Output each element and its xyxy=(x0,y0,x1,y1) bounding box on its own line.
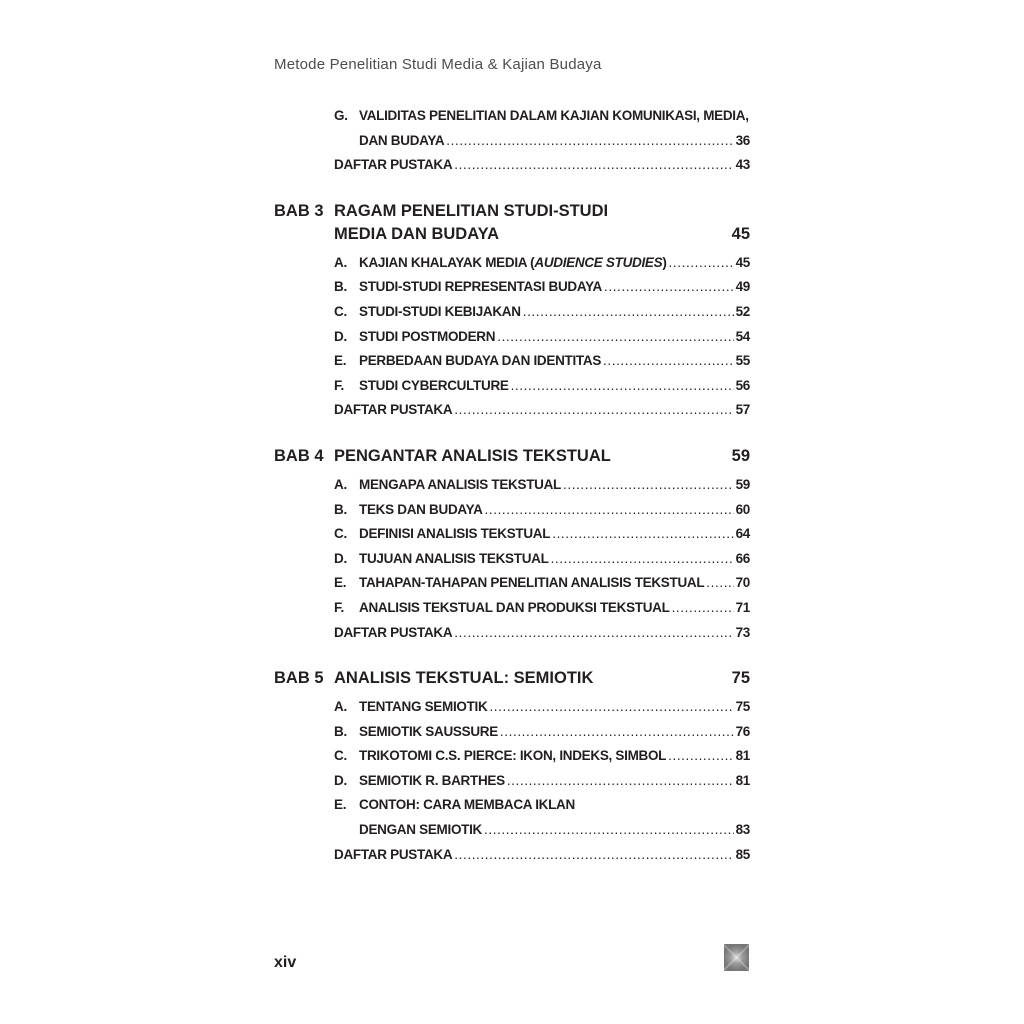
toc-entry[interactable] xyxy=(334,325,750,350)
entry-letter: E. xyxy=(334,575,347,591)
chapter-heading[interactable] xyxy=(274,667,750,690)
chapter-title: RAGAM PENELITIAN STUDI-STUDI xyxy=(334,201,609,220)
dot-leader xyxy=(552,522,733,547)
chapter-number: BAB 5 xyxy=(274,669,324,688)
toc-entry-g-line1[interactable] xyxy=(334,104,750,129)
entry-letter: B. xyxy=(334,501,347,517)
chapter-number: BAB 3 xyxy=(274,201,324,220)
entry-title: DAFTAR PUSTAKA xyxy=(334,624,453,640)
dot-leader xyxy=(454,398,733,423)
toc-entry-daftar-pustaka[interactable] xyxy=(334,398,750,423)
chapter-bab-3 xyxy=(274,200,750,423)
entry-title: TENTANG SEMIOTIK xyxy=(359,699,488,715)
entry-letter: G. xyxy=(334,108,348,123)
entry-page: 54 xyxy=(735,328,750,344)
dot-leader xyxy=(485,498,734,523)
entry-page: 56 xyxy=(735,377,750,393)
entry-title: DENGAN SEMIOTIK xyxy=(359,822,483,838)
entry-title: TEKS DAN BUDAYA xyxy=(359,501,483,517)
entry-page: 75 xyxy=(735,699,750,715)
entry-letter: B. xyxy=(334,723,347,739)
entry-letter: E. xyxy=(334,797,347,813)
toc-entry-daftar-pustaka[interactable] xyxy=(334,843,750,868)
chapter-heading[interactable] xyxy=(274,200,750,223)
dot-leader xyxy=(706,571,733,596)
entry-title: SEMIOTIK R. BARTHES xyxy=(359,772,505,788)
entry-title: STUDI POSTMODERN xyxy=(359,328,496,344)
dot-leader xyxy=(497,325,733,350)
toc-entry[interactable] xyxy=(334,720,750,745)
dot-leader xyxy=(507,769,734,794)
entry-title: DAN BUDAYA xyxy=(359,132,445,148)
entry-title: DEFINISI ANALISIS TEKSTUAL xyxy=(359,526,551,542)
chapter-title: MEDIA DAN BUDAYA xyxy=(334,224,500,243)
entry-letter: E. xyxy=(334,353,347,369)
toc-entry-e-line1[interactable] xyxy=(334,793,750,818)
entry-title: MENGAPA ANALISIS TEKSTUAL xyxy=(359,476,562,492)
entry-page: 64 xyxy=(735,526,750,542)
dot-leader xyxy=(604,275,734,300)
toc-entry[interactable] xyxy=(334,300,750,325)
chapter-bab-5 xyxy=(274,667,750,867)
toc-entry[interactable] xyxy=(334,498,750,523)
toc-entry[interactable] xyxy=(334,275,750,300)
toc-entry-daftar-pustaka[interactable] xyxy=(334,621,750,646)
toc-entry[interactable] xyxy=(334,374,750,399)
chapter-title: ANALISIS TEKSTUAL: SEMIOTIK xyxy=(334,669,594,688)
entry-title: TRIKOTOMI C.S. PIERCE: IKON, INDEKS, SIMBOL xyxy=(359,748,667,764)
toc-entry[interactable] xyxy=(334,349,750,374)
dot-leader xyxy=(669,251,734,276)
toc-entry[interactable] xyxy=(334,695,750,720)
entry-letter: D. xyxy=(334,550,347,566)
entry-letter: D. xyxy=(334,772,347,788)
dot-leader xyxy=(484,818,734,843)
page-number: xiv xyxy=(274,954,297,971)
entry-title: TAHAPAN-TAHAPAN PENELITIAN ANALISIS TEKSTUAL xyxy=(359,575,705,591)
entry-page: 59 xyxy=(735,476,750,492)
chapter-heading-line2[interactable] xyxy=(274,223,750,246)
entry-title: SEMIOTIK SAUSSURE xyxy=(359,723,498,739)
toc-entry[interactable] xyxy=(334,596,750,621)
toc-entry-g-line2[interactable] xyxy=(334,129,750,154)
entry-page: 81 xyxy=(735,748,750,764)
entry-page: 55 xyxy=(735,353,750,369)
entry-title: DAFTAR PUSTAKA xyxy=(334,402,453,418)
chapter-page: 59 xyxy=(731,446,750,465)
entry-title: DAFTAR PUSTAKA xyxy=(334,157,453,173)
dot-leader xyxy=(454,621,733,646)
running-head: Metode Penelitian Studi Media & Kajian Budaya xyxy=(274,56,602,73)
entry-page: 81 xyxy=(735,772,750,788)
entry-page: 85 xyxy=(735,846,750,862)
entry-title: DAFTAR PUSTAKA xyxy=(334,846,453,862)
entry-page: 66 xyxy=(735,550,750,566)
dot-leader xyxy=(454,843,733,868)
entry-letter: B. xyxy=(334,279,347,295)
entry-title: TUJUAN ANALISIS TEKSTUAL xyxy=(359,550,549,566)
entry-page: 70 xyxy=(735,575,750,591)
toc-entry[interactable] xyxy=(334,522,750,547)
entry-page: 76 xyxy=(735,723,750,739)
toc-entry[interactable] xyxy=(334,769,750,794)
entry-page: 43 xyxy=(735,157,750,173)
chapter-bab-4 xyxy=(274,445,750,645)
chapter-page: 45 xyxy=(731,224,750,243)
entry-page: 36 xyxy=(735,132,750,148)
entry-page: 57 xyxy=(735,402,750,418)
entry-title: STUDI CYBERCULTURE xyxy=(359,377,509,393)
entry-page: 45 xyxy=(735,254,750,270)
chapter-heading[interactable] xyxy=(274,445,750,468)
entry-page: 73 xyxy=(735,624,750,640)
entry-letter: A. xyxy=(334,254,347,270)
dot-leader xyxy=(446,129,733,154)
dot-leader xyxy=(500,720,734,745)
toc-entry[interactable] xyxy=(334,251,750,276)
toc-entry[interactable] xyxy=(334,571,750,596)
dot-leader xyxy=(523,300,734,325)
entry-title: STUDI-STUDI KEBIJAKAN xyxy=(359,303,521,319)
chapter-page: 75 xyxy=(731,669,750,688)
chapter-number: BAB 4 xyxy=(274,446,324,465)
entry-letter: A. xyxy=(334,476,347,492)
toc-entry-daftar-pustaka[interactable] xyxy=(334,153,750,178)
entry-letter: C. xyxy=(334,748,347,764)
entry-page: 71 xyxy=(735,599,750,615)
entry-title: ANALISIS TEKSTUAL DAN PRODUKSI TEKSTUAL xyxy=(359,599,670,615)
toc-entry[interactable] xyxy=(334,547,750,572)
dot-leader xyxy=(563,473,734,498)
entry-letter: F. xyxy=(334,599,344,615)
entry-letter: F. xyxy=(334,377,344,393)
entry-page: 83 xyxy=(735,822,750,838)
dot-leader xyxy=(551,547,734,572)
entry-letter: A. xyxy=(334,699,347,715)
entry-title: KAJIAN KHALAYAK MEDIA (AUDIENCE STUDIES) xyxy=(359,254,667,270)
dot-leader xyxy=(454,153,733,178)
publisher-logo-icon xyxy=(724,944,749,971)
dot-leader xyxy=(603,349,734,374)
entry-page: 60 xyxy=(735,501,750,517)
dot-leader xyxy=(511,374,734,399)
entry-title: STUDI-STUDI REPRESENTASI BUDAYA xyxy=(359,279,602,295)
table-of-contents xyxy=(274,104,750,867)
toc-entry[interactable] xyxy=(334,473,750,498)
entry-title: VALIDITAS PENELITIAN DALAM KAJIAN KOMUNIKASI, MEDIA, xyxy=(359,108,749,123)
entry-page: 52 xyxy=(735,303,750,319)
prev-chapter-entries xyxy=(274,104,750,178)
entry-letter: D. xyxy=(334,328,347,344)
dot-leader xyxy=(672,596,734,621)
toc-entry-e-line2[interactable] xyxy=(334,818,750,843)
entry-letter: C. xyxy=(334,303,347,319)
entry-page: 49 xyxy=(735,279,750,295)
entry-title: CONTOH: CARA MEMBACA IKLAN xyxy=(359,797,575,813)
toc-entry[interactable] xyxy=(334,744,750,769)
entry-title: PERBEDAAN BUDAYA DAN IDENTITAS xyxy=(359,353,602,369)
chapter-title: PENGANTAR ANALISIS TEKSTUAL xyxy=(334,446,611,465)
entry-letter: C. xyxy=(334,526,347,542)
dot-leader xyxy=(668,744,733,769)
dot-leader xyxy=(489,695,733,720)
